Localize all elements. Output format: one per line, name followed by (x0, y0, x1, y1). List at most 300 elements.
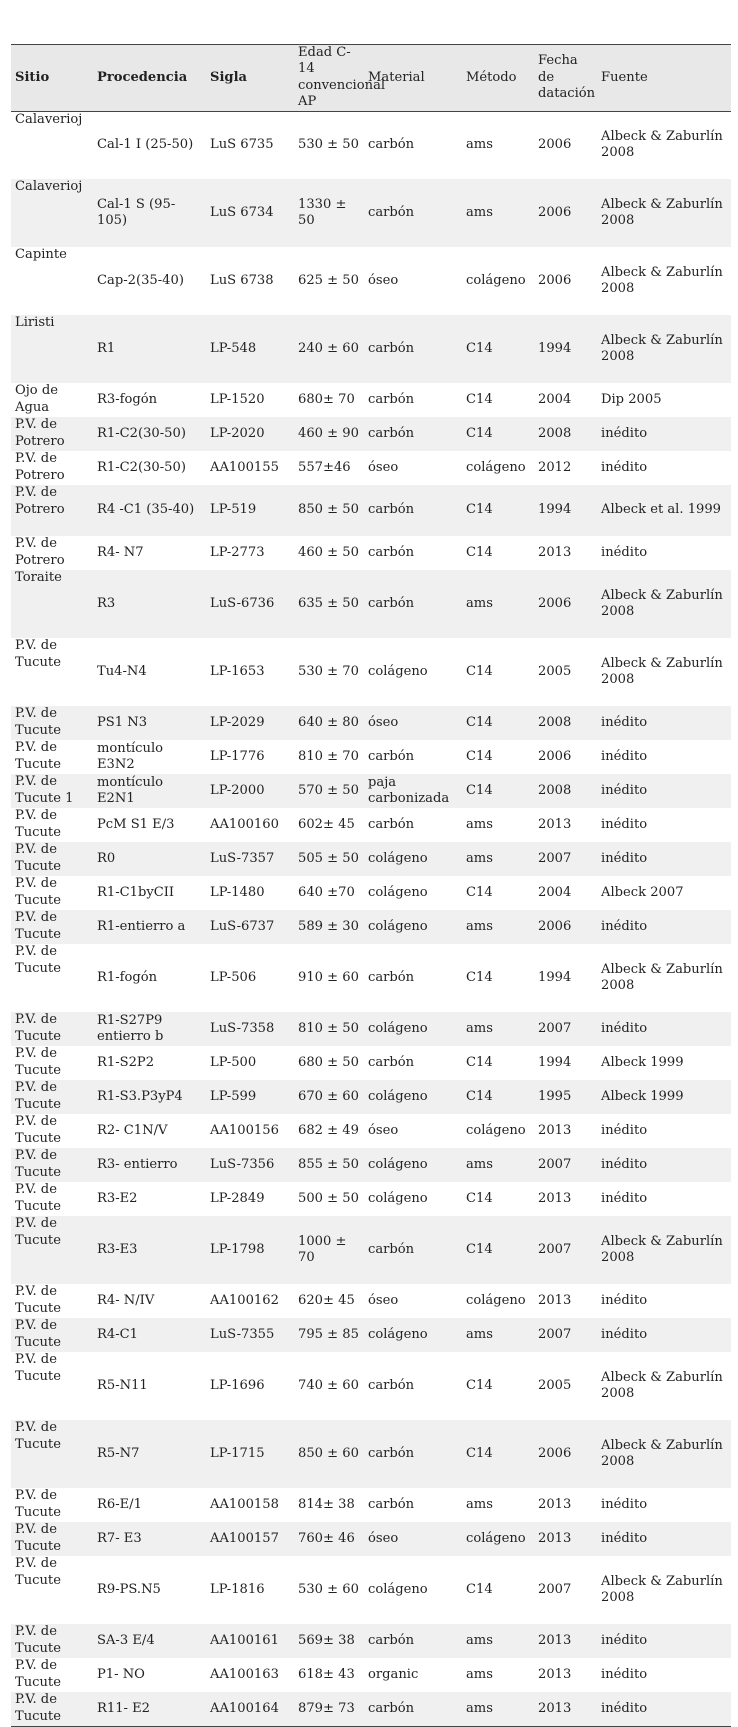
cell-material: colágeno (364, 1318, 462, 1352)
cell-procedencia: R2- C1N/V (97, 1122, 168, 1138)
cell-fecha: 2013 (538, 1190, 572, 1206)
cell-fecha: 2006 (534, 910, 597, 944)
cell-sigla: LP-1480 (210, 884, 265, 900)
cell-metodo: colágeno (466, 1122, 526, 1138)
cell-fecha: 2007 (534, 1318, 597, 1352)
cell-fuente: inédito (601, 1292, 648, 1308)
cell-material: paja carbonizada (364, 774, 462, 808)
cell-material: colágeno (368, 1190, 428, 1206)
cell-fecha: 2013 (538, 1496, 572, 1512)
table-row (11, 1658, 731, 1692)
cell-material: óseo (368, 272, 399, 288)
cell-metodo: colágeno (466, 1292, 526, 1308)
cell-fuente: Albeck & Zaburlín 2008 (601, 128, 723, 161)
cell-fecha: 1994 (534, 315, 597, 383)
cell-procedencia: R1-S3.P3yP4 (93, 1080, 206, 1114)
cell-sitio: P.V. de Tucute (11, 1080, 93, 1114)
table-row (11, 1216, 731, 1284)
cell-metodo: ams (466, 1496, 493, 1512)
table-row (11, 451, 731, 485)
cell-sigla: LP-2020 (206, 417, 294, 451)
cell-sigla: LP-2773 (210, 544, 265, 560)
cell-fecha: 2013 (538, 816, 572, 832)
cell-edad: 814± 38 (298, 1496, 355, 1512)
cell-material: óseo (368, 459, 399, 475)
cell-sitio: P.V. de Potrero (15, 536, 65, 568)
cell-fuente: inédito (597, 417, 731, 451)
header-metodo: Método (462, 45, 534, 112)
cell-metodo: C14 (466, 391, 493, 407)
cell-edad: 855 ± 50 (294, 1148, 364, 1182)
cell-metodo: ams (462, 1692, 534, 1726)
cell-metodo: C14 (466, 969, 493, 985)
cell-sigla: AA100158 (210, 1496, 279, 1512)
cell-fuente: Albeck & Zaburlín 2008 (597, 1216, 731, 1284)
cell-material: organic (368, 1666, 419, 1682)
cell-procedencia: R3 (93, 570, 206, 638)
table-row (11, 1522, 731, 1556)
cell-procedencia: R3-E2 (97, 1190, 138, 1206)
cell-fecha: 2007 (534, 1012, 597, 1046)
header-procedencia: Procedencia (93, 45, 206, 112)
cell-edad: 240 ± 60 (294, 315, 364, 383)
cell-metodo: ams (462, 1148, 534, 1182)
cell-metodo: C14 (466, 1581, 493, 1597)
cell-edad: 589 ± 30 (294, 910, 364, 944)
cell-material: carbón (364, 1624, 462, 1658)
cell-fecha: 1995 (534, 1080, 597, 1114)
cell-sigla: LP-1798 (206, 1216, 294, 1284)
table-row (11, 417, 731, 451)
cell-metodo: C14 (466, 1054, 493, 1070)
header-sigla: Sigla (206, 45, 294, 112)
cell-edad: 625 ± 50 (298, 272, 359, 288)
cell-material: carbón (368, 137, 415, 153)
cell-fecha: 2006 (538, 137, 572, 153)
cell-sitio: Liristi (11, 315, 93, 383)
cell-sitio: P.V. de Tucute 1 (11, 774, 93, 808)
cell-sigla: LuS-6737 (206, 910, 294, 944)
cell-fuente: inédito (601, 1666, 648, 1682)
cell-procedencia: Tu4-N4 (97, 663, 147, 679)
cell-sitio: P.V. de Tucute (11, 842, 93, 876)
cell-procedencia: R1-S27P9 entierro b (93, 1012, 206, 1046)
cell-procedencia: Cal-1 I (25-50) (97, 137, 194, 153)
cell-procedencia: Cal-1 S (95-105) (93, 179, 206, 247)
cell-sitio: P.V. de Tucute (11, 910, 93, 944)
cell-edad: 795 ± 85 (294, 1318, 364, 1352)
cell-fecha: 2013 (538, 1666, 572, 1682)
header-row (11, 45, 731, 112)
cell-procedencia: R0 (93, 842, 206, 876)
cell-procedencia: R7- E3 (93, 1522, 206, 1556)
cell-procedencia: R1-C2(30-50) (97, 459, 186, 475)
cell-sitio: P.V. de Tucute (11, 1216, 93, 1284)
cell-edad: 500 ± 50 (298, 1190, 359, 1206)
cell-metodo: C14 (462, 706, 534, 740)
cell-procedencia: R1-fogón (97, 969, 158, 985)
table-row (11, 1692, 731, 1726)
cell-fecha: 2006 (538, 272, 572, 288)
cell-fuente: inédito (597, 1624, 731, 1658)
cell-sitio: P.V. de Potrero (11, 485, 93, 536)
cell-sigla: AA100164 (206, 1692, 294, 1726)
cell-fuente: inédito (601, 544, 648, 560)
cell-edad: 680 ± 50 (298, 1054, 359, 1070)
header-material: Material (364, 45, 462, 112)
cell-metodo: C14 (462, 774, 534, 808)
table-row (11, 485, 731, 536)
cell-fecha: 1994 (534, 485, 597, 536)
cell-metodo: C14 (466, 748, 493, 764)
cell-sitio: P.V. de Tucute (11, 1318, 93, 1352)
table-row (11, 1488, 731, 1522)
table-row (11, 1012, 731, 1046)
cell-sitio: P.V. de Tucute (15, 1556, 61, 1588)
cell-sitio: P.V. de Tucute (11, 1012, 93, 1046)
cell-sigla: LP-1816 (210, 1581, 265, 1597)
cell-edad: 680± 70 (298, 391, 355, 407)
cell-sitio: Ojo de Agua (15, 383, 58, 415)
cell-procedencia: R1-entierro a (93, 910, 206, 944)
cell-metodo: ams (462, 1624, 534, 1658)
cell-material: carbón (364, 570, 462, 638)
cell-sigla: LuS-7355 (206, 1318, 294, 1352)
cell-metodo: C14 (466, 663, 493, 679)
cell-fuente: inédito (601, 816, 648, 832)
cell-material: óseo (368, 1122, 399, 1138)
header-fuente: Fuente (597, 45, 731, 112)
cell-sitio: P.V. de Tucute (15, 740, 61, 772)
cell-sitio: P.V. de Tucute (11, 706, 93, 740)
cell-material: colágeno (364, 1012, 462, 1046)
cell-procedencia: R5-N11 (97, 1377, 148, 1393)
cell-metodo: colágeno (462, 1522, 534, 1556)
cell-fuente: inédito (597, 842, 731, 876)
cell-sigla: LP-500 (210, 1054, 257, 1070)
cell-edad: 505 ± 50 (294, 842, 364, 876)
cell-fecha: 2008 (534, 706, 597, 740)
table-row (11, 1318, 731, 1352)
cell-edad: 530 ± 50 (298, 137, 359, 153)
cell-sigla: LP-1776 (210, 748, 265, 764)
cell-material: colágeno (368, 884, 428, 900)
cell-metodo: C14 (466, 1190, 493, 1206)
cell-metodo: ams (462, 570, 534, 638)
cell-metodo: C14 (462, 315, 534, 383)
cell-fuente: Albeck & Zaburlín 2008 (601, 961, 723, 994)
cell-material: colágeno (364, 842, 462, 876)
cell-metodo: C14 (462, 485, 534, 536)
cell-edad: 530 ± 60 (298, 1581, 359, 1597)
cell-edad: 850 ± 60 (294, 1420, 364, 1488)
cell-fecha: 2007 (534, 842, 597, 876)
cell-material: carbón (364, 1216, 462, 1284)
table-row (11, 944, 731, 1012)
table-row (11, 111, 731, 179)
table-row (11, 876, 731, 910)
table-row (11, 1556, 731, 1624)
cell-sitio: P.V. de Tucute (11, 1420, 93, 1488)
cell-sigla: LP-2000 (206, 774, 294, 808)
cell-material: carbón (364, 485, 462, 536)
cell-sitio: Toraite (11, 570, 93, 638)
cell-fecha: 1994 (538, 1054, 572, 1070)
cell-fuente: Albeck & Zaburlín 2008 (597, 570, 731, 638)
cell-procedencia: SA-3 E/4 (93, 1624, 206, 1658)
cell-fuente: inédito (601, 748, 648, 764)
cell-sitio: P.V. de Tucute (15, 1488, 61, 1520)
cell-fecha: 2005 (538, 663, 572, 679)
cell-fuente: Albeck & Zaburlín 2008 (597, 315, 731, 383)
cell-fecha: 2007 (538, 1581, 572, 1597)
cell-fuente: inédito (597, 1522, 731, 1556)
table-row (11, 1624, 731, 1658)
cell-procedencia: R1-S2P2 (97, 1054, 155, 1070)
header-sitio: Sitio (11, 45, 93, 112)
cell-fuente: inédito (601, 1496, 648, 1512)
cell-fuente: inédito (597, 910, 731, 944)
cell-metodo: C14 (462, 1216, 534, 1284)
cell-fuente: inédito (597, 1012, 731, 1046)
cell-edad: 670 ± 60 (294, 1080, 364, 1114)
cell-metodo: ams (462, 1012, 534, 1046)
cell-procedencia: PcM S1 E/3 (97, 816, 175, 832)
cell-sigla: LuS 6734 (206, 179, 294, 247)
cell-edad: 569± 38 (294, 1624, 364, 1658)
cell-sitio: P.V. de Tucute (15, 1182, 61, 1214)
cell-material: carbón (368, 1054, 415, 1070)
cell-sitio: P.V. de Potrero (11, 417, 93, 451)
cell-sigla: LP-2029 (206, 706, 294, 740)
cell-fuente: Albeck 1999 (597, 1080, 731, 1114)
cell-sigla: AA100162 (210, 1292, 279, 1308)
cell-sigla: LuS-7356 (206, 1148, 294, 1182)
cell-material: carbón (368, 748, 415, 764)
cell-fecha: 2008 (534, 417, 597, 451)
cell-fuente: inédito (601, 459, 648, 475)
cell-material: colágeno (364, 910, 462, 944)
cell-edad: 740 ± 60 (298, 1377, 359, 1393)
cell-fecha: 2004 (538, 884, 572, 900)
cell-fuente: inédito (601, 1122, 648, 1138)
cell-fecha: 2006 (538, 748, 572, 764)
cell-fecha: 2006 (534, 570, 597, 638)
table-row (11, 1420, 731, 1488)
table-row (11, 1148, 731, 1182)
cell-procedencia: montículo E2N1 (93, 774, 206, 808)
cell-edad: 557±46 (298, 459, 351, 475)
cell-material: carbón (368, 969, 415, 985)
cell-procedencia: R4- N7 (97, 544, 144, 560)
cell-sitio: P.V. de Tucute (15, 808, 61, 840)
cell-fecha: 1994 (538, 969, 572, 985)
cell-fuente: Albeck 1999 (601, 1054, 684, 1070)
cell-edad: 850 ± 50 (294, 485, 364, 536)
table-row (11, 570, 731, 638)
cell-fecha: 2004 (538, 391, 572, 407)
table-row (11, 638, 731, 706)
cell-sigla: LP-1653 (210, 663, 265, 679)
table-row (11, 179, 731, 247)
table-row (11, 315, 731, 383)
cell-sigla: LuS 6735 (210, 137, 274, 153)
cell-sitio: Capinte (15, 247, 67, 263)
cell-sigla: LuS 6738 (210, 272, 274, 288)
table-row (11, 808, 731, 842)
table-row (11, 247, 731, 315)
cell-material: colágeno (364, 1080, 462, 1114)
cell-fuente: Albeck et al. 1999 (597, 485, 731, 536)
cell-material: carbón (364, 315, 462, 383)
cell-sigla: LP-2849 (210, 1190, 265, 1206)
cell-sigla: LuS-7358 (206, 1012, 294, 1046)
cell-edad: 620± 45 (298, 1292, 355, 1308)
cell-sitio: P.V. de Potrero (15, 451, 65, 483)
cell-metodo: C14 (462, 1080, 534, 1114)
cell-sitio: P.V. de Tucute (15, 944, 61, 976)
cell-edad: 879± 73 (294, 1692, 364, 1726)
radiocarbon-dates-table (11, 44, 731, 1727)
cell-procedencia: montículo E3N2 (97, 740, 164, 773)
cell-fecha: 2013 (538, 1292, 572, 1308)
cell-sigla: LP-1520 (210, 391, 265, 407)
cell-fuente: Albeck & Zaburlín 2008 (601, 1369, 723, 1402)
cell-fecha: 2007 (534, 1148, 597, 1182)
table-row (11, 706, 731, 740)
cell-fecha: 2013 (538, 544, 572, 560)
cell-sitio: P.V. de Tucute (15, 876, 61, 908)
cell-edad: 640 ± 80 (294, 706, 364, 740)
table-row (11, 910, 731, 944)
cell-fecha: 2013 (534, 1522, 597, 1556)
cell-fuente: Albeck & Zaburlín 2008 (601, 264, 723, 297)
cell-fecha: 2013 (538, 1122, 572, 1138)
header-fecha: Fecha de datación (534, 45, 597, 112)
cell-sitio: P.V. de Tucute (11, 1522, 93, 1556)
cell-sigla: AA100155 (210, 459, 279, 475)
cell-sitio: P.V. de Tucute (11, 1692, 93, 1726)
cell-fuente: Albeck 2007 (601, 884, 684, 900)
cell-edad: 640 ±70 (298, 884, 355, 900)
cell-material: carbón (368, 544, 415, 560)
cell-edad: 635 ± 50 (294, 570, 364, 638)
cell-metodo: ams (466, 1666, 493, 1682)
cell-procedencia: R6-E/1 (97, 1496, 142, 1512)
cell-material: óseo (368, 1292, 399, 1308)
cell-sitio: Calaverioj (11, 179, 93, 247)
cell-fuente: inédito (601, 1190, 648, 1206)
table-row (11, 1182, 731, 1216)
cell-procedencia: R4-C1 (93, 1318, 206, 1352)
cell-fuente: Albeck & Zaburlín 2008 (597, 179, 731, 247)
cell-sitio: Calaverioj (15, 111, 83, 127)
cell-procedencia: R3-fogón (97, 391, 158, 407)
cell-metodo: ams (466, 137, 493, 153)
cell-edad: 1330 ± 50 (294, 179, 364, 247)
cell-fecha: 2008 (534, 774, 597, 808)
cell-metodo: ams (466, 816, 493, 832)
cell-sigla: AA100163 (210, 1666, 279, 1682)
cell-fecha: 2012 (538, 459, 572, 475)
cell-edad: 910 ± 60 (298, 969, 359, 985)
cell-fecha: 2006 (534, 179, 597, 247)
cell-sitio: P.V. de Tucute (15, 1284, 61, 1316)
cell-material: carbón (368, 816, 415, 832)
cell-fecha: 2006 (534, 1420, 597, 1488)
cell-edad: 570 ± 50 (294, 774, 364, 808)
cell-metodo: C14 (462, 417, 534, 451)
header-edad: Edad C-14 convencional AP (294, 45, 364, 112)
cell-edad: 460 ± 90 (294, 417, 364, 451)
cell-material: carbón (368, 391, 415, 407)
cell-material: carbón (364, 417, 462, 451)
cell-sigla: LP-1696 (210, 1377, 265, 1393)
cell-material: carbón (364, 179, 462, 247)
table-row (11, 1114, 731, 1148)
cell-fuente: Albeck & Zaburlín 2008 (601, 1573, 723, 1606)
cell-metodo: colágeno (466, 272, 526, 288)
cell-procedencia: R4- N/IV (97, 1292, 155, 1308)
cell-sigla: LP-1715 (206, 1420, 294, 1488)
cell-procedencia: R3-E3 (93, 1216, 206, 1284)
cell-material: colágeno (364, 1148, 462, 1182)
cell-sitio: P.V. de Tucute (11, 1624, 93, 1658)
cell-sitio: P.V. de Tucute (15, 1114, 61, 1146)
cell-material: carbón (364, 1692, 462, 1726)
cell-sigla: AA100160 (210, 816, 279, 832)
cell-material: carbón (364, 1420, 462, 1488)
cell-material: carbón (368, 1496, 415, 1512)
cell-procedencia: P1- NO (97, 1666, 145, 1682)
cell-metodo: C14 (462, 1420, 534, 1488)
cell-material: colágeno (368, 1581, 428, 1597)
cell-edad: 760± 46 (294, 1522, 364, 1556)
cell-metodo: C14 (466, 884, 493, 900)
cell-sigla: AA100157 (206, 1522, 294, 1556)
cell-edad: 602± 45 (298, 816, 355, 832)
cell-metodo: C14 (466, 544, 493, 560)
cell-fuente: inédito (597, 706, 731, 740)
cell-metodo: ams (462, 842, 534, 876)
cell-procedencia: Cap-2(35-40) (97, 272, 184, 288)
cell-sitio: P.V. de Tucute (15, 1046, 61, 1078)
cell-fecha: 2013 (534, 1692, 597, 1726)
cell-procedencia: PS1 N3 (93, 706, 206, 740)
table-row (11, 1284, 731, 1318)
cell-procedencia: R1-C2(30-50) (93, 417, 206, 451)
table-row (11, 842, 731, 876)
cell-sigla: LP-519 (206, 485, 294, 536)
cell-material: colágeno (368, 663, 428, 679)
table-row (11, 1046, 731, 1080)
radiocarbon-table-container (11, 44, 731, 1727)
cell-fuente: inédito (597, 774, 731, 808)
cell-metodo: ams (462, 179, 534, 247)
cell-edad: 1000 ± 70 (294, 1216, 364, 1284)
cell-metodo: colágeno (466, 459, 526, 475)
cell-procedencia: R4 -C1 (35-40) (93, 485, 206, 536)
cell-sigla: LP-548 (206, 315, 294, 383)
cell-sigla: AA100156 (210, 1122, 279, 1138)
table-row (11, 536, 731, 570)
cell-fecha: 2007 (534, 1216, 597, 1284)
cell-metodo: C14 (466, 1377, 493, 1393)
cell-fuente: inédito (597, 1692, 731, 1726)
cell-procedencia: R11- E2 (93, 1692, 206, 1726)
cell-edad: 810 ± 70 (298, 748, 359, 764)
table-row (11, 383, 731, 417)
